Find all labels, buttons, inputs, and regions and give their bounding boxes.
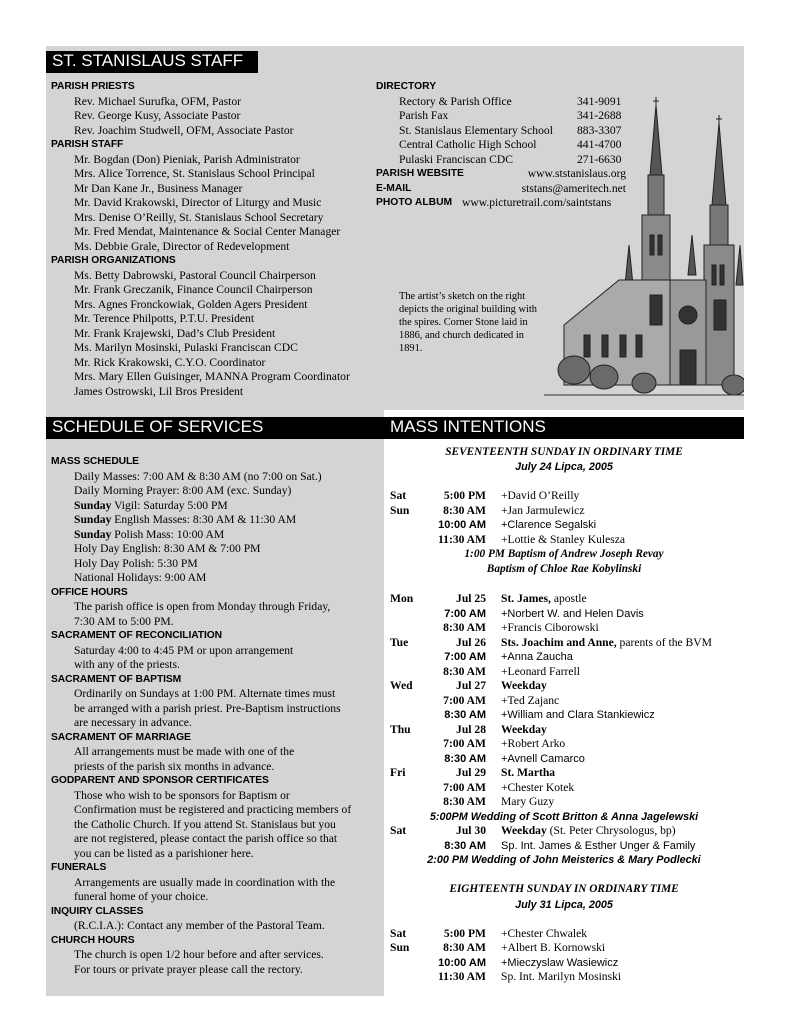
website-label: PARISH WEBSITE — [376, 168, 464, 179]
staff-line: Mr. Bogdan (Don) Pieniak, Parish Administrator — [74, 152, 300, 166]
priests-title: PARISH PRIESTS — [51, 81, 135, 92]
baptism-title: SACRAMENT OF BAPTISM — [51, 673, 182, 685]
staff-header: ST. STANISLAUS STAFF — [46, 51, 258, 73]
priest-line: Rev. Joachim Studwell, OFM, Associate Pastor — [74, 123, 294, 137]
church-hours-line: The church is open 1/2 hour before and after services. — [74, 948, 324, 961]
weekday-intention: +Chester Kotek — [501, 780, 575, 794]
godparent-line: Confirmation must be registered and practicing members of — [74, 803, 352, 816]
weekday-time: 7:00 AM — [443, 780, 486, 794]
directory-phone: 341-2688 — [577, 109, 622, 122]
week2-mass-time: 5:00 PM — [443, 926, 486, 940]
weekday-time: Jul 26 — [456, 635, 486, 649]
week1-mass-intention: +Clarence Segalski — [501, 519, 597, 531]
week1-mass-time: 5:00 PM — [443, 489, 486, 502]
mass-schedule-line: Sunday Polish Mass: 10:00 AM — [74, 527, 225, 541]
saturday-date: Jul 30 — [456, 824, 486, 837]
org-line: Mrs. Mary Ellen Guisinger, MANNA Program Coordinator — [74, 370, 350, 383]
weekday-time: 7:00 AM — [444, 607, 486, 620]
week2-mass-intention: +Albert B. Kornowski — [501, 941, 606, 954]
email-label: E-MAIL — [376, 182, 412, 194]
week2-title: EIGHTEENTH SUNDAY IN ORDINARY TIME — [449, 882, 679, 895]
weekday-day: Tue — [390, 635, 409, 649]
week1-date: July 24 Lipca, 2005 — [515, 460, 613, 473]
mass-schedule-title: MASS SCHEDULE — [51, 456, 139, 467]
weekday-intention: +Francis Ciborowski — [501, 621, 599, 634]
mass-schedule-line: Sunday English Masses: 8:30 AM & 11:30 AM — [74, 513, 297, 526]
week2-mass-intention: +Chester Chwalek — [501, 926, 588, 940]
marriage-line: priests of the parish six months in advance. — [74, 759, 275, 773]
org-line: James Ostrowski, Lil Bros President — [74, 384, 244, 398]
week2-mass-day: Sun — [390, 941, 410, 954]
org-line: Mr. Terence Philpotts, P.T.U. President — [74, 312, 255, 325]
inquiry-line: (R.C.I.A.): Contact any member of the Pastoral Team. — [74, 919, 325, 932]
directory-phone: 271-6630 — [577, 152, 622, 166]
weekday-intention: +Ted Zajanc — [501, 693, 560, 707]
mass-schedule-line: National Holidays: 9:00 AM — [74, 571, 207, 584]
weekday-time: 8:30 AM — [443, 795, 486, 808]
church-hours-title: CHURCH HOURS — [51, 934, 135, 946]
baptism-line: Ordinarily on Sundays at 1:00 PM. Alternate times must — [74, 687, 336, 700]
week2-mass-intention: +Mieczyslaw Wasiewicz — [501, 956, 619, 969]
weekday-time: 7:00 AM — [444, 651, 486, 663]
wedding-note-1: 5:00PM Wedding of Scott Britton & Anna Jagelewski — [429, 810, 699, 823]
mass-schedule-line: Daily Morning Prayer: 8:00 AM (exc. Sunday) — [74, 484, 292, 497]
staff-line: Ms. Debbie Grale, Director of Redevelopment — [74, 239, 290, 253]
org-line: Mr. Frank Greczanik, Finance Council Chairperson — [74, 283, 313, 296]
weekday-day: Wed — [390, 679, 413, 692]
staff-line: Mrs. Alice Torrence, St. Stanislaus School Principal — [74, 167, 315, 180]
staff-line: Mrs. Denise O’Reilly, St. Stanislaus School Secretary — [74, 210, 324, 224]
week1-mass-day: Sun — [390, 503, 410, 517]
weekday-time: 8:30 AM — [444, 709, 486, 721]
email-value: ststans@ameritech.net — [521, 181, 626, 195]
godparent-line: Those who wish to be sponsors for Baptism or — [74, 788, 290, 802]
directory-title: DIRECTORY — [376, 81, 437, 92]
godparent-line: the Catholic Church. If you attend St. Stanislaus but you — [74, 817, 336, 831]
staff-title: PARISH STAFF — [51, 139, 124, 150]
weekday-time: 8:30 AM — [443, 621, 486, 634]
weekday-time: 8:30 AM — [444, 752, 486, 765]
week1-mass-time: 10:00 AM — [438, 519, 486, 531]
godparent-line: are not registered, please contact the parish office so that — [74, 832, 338, 845]
week1-mass-intention: +Jan Jarmulewicz — [501, 503, 585, 517]
weekday-time: Jul 27 — [456, 679, 486, 692]
week2-mass-time: 11:30 AM — [438, 970, 486, 983]
intentions-header: MASS INTENTIONS — [384, 417, 744, 439]
week1-mass-time: 8:30 AM — [443, 503, 486, 517]
weekday-intention: Mary Guzy — [501, 795, 555, 808]
directory-phone: 441-4700 — [577, 138, 622, 151]
mass-schedule-line: Holy Day Polish: 5:30 PM — [74, 556, 198, 570]
priest-line: Rev. George Kusy, Associate Pastor — [74, 109, 241, 122]
week1-title: SEVENTEENTH SUNDAY IN ORDINARY TIME — [445, 446, 683, 458]
week1-mass-intention: +Lottie & Stanley Kulesza — [501, 532, 626, 546]
weekday-intention: +Anna Zaucha — [501, 651, 573, 663]
saturday-mass-intention: Sp. Int. James & Esther Unger & Family — [501, 839, 696, 852]
reconciliation-line: with any of the priests. — [74, 658, 180, 671]
week1-mass-day: Sat — [390, 489, 407, 502]
album-label: PHOTO ALBUM — [376, 197, 453, 208]
weekday-day: Mon — [390, 592, 414, 605]
directory-name: Central Catholic High School — [399, 138, 537, 151]
godparent-title: GODPARENT AND SPONSOR CERTIFICATES — [51, 775, 269, 786]
org-line: Ms. Betty Dabrowski, Pastoral Council Chairperson — [74, 268, 316, 282]
reconciliation-line: Saturday 4:00 to 4:45 PM or upon arrangement — [74, 643, 294, 657]
weekday-intention: St. James, apostle — [501, 592, 587, 605]
funerals-title: FUNERALS — [51, 862, 107, 873]
weekday-intention: Weekday — [501, 722, 547, 736]
mass-schedule-line: Sunday Vigil: Saturday 5:00 PM — [74, 498, 228, 512]
org-line: Ms. Marilyn Mosinski, Pulaski Franciscan CDC — [74, 341, 298, 354]
directory-phone: 883-3307 — [577, 123, 622, 137]
funerals-line: funeral home of your choice. — [74, 890, 209, 903]
weekday-intention: +Norbert W. and Helen Davis — [501, 607, 644, 620]
weekday-intention: St. Martha — [501, 766, 556, 779]
org-line: Mr. Frank Krajewski, Dad’s Club President — [74, 326, 276, 340]
staff-line: Mr Dan Kane Jr., Business Manager — [74, 181, 243, 195]
church-sketch — [544, 95, 744, 410]
marriage-title: SACRAMENT OF MARRIAGE — [51, 731, 191, 743]
saturday-heading: Weekday (St. Peter Chrysologus, bp) — [501, 824, 676, 837]
staff-line: Mr. David Krakowski, Director of Liturgy and Music — [74, 196, 322, 209]
week2-mass-intention: Sp. Int. Marilyn Mosinski — [501, 970, 622, 983]
reconciliation-title: SACRAMENT OF RECONCILIATION — [51, 630, 223, 641]
weekday-time: Jul 29 — [456, 766, 486, 779]
wedding-note-2: 2:00 PM Wedding of John Meisterics & Mary Podlecki — [427, 854, 701, 866]
weekday-day: Thu — [390, 722, 411, 736]
org-line: Mr. Rick Krakowski, C.Y.O. Coordinator — [74, 355, 266, 369]
weekday-intention: +Robert Arko — [501, 737, 566, 750]
mass-schedule-line: Holy Day English: 8:30 AM & 7:00 PM — [74, 542, 261, 555]
week2-mass-time: 10:00 AM — [438, 956, 486, 969]
baptism-line: are necessary in advance. — [74, 716, 192, 729]
marriage-line: All arrangements must be made with one of the — [74, 745, 295, 758]
office-hours-title: OFFICE HOURS — [51, 586, 128, 598]
weekday-day: Fri — [390, 766, 406, 779]
saturday-day: Sat — [390, 824, 407, 837]
office-hours-line: 7:30 AM to 5:00 PM. — [74, 614, 174, 628]
weekday-intention: +Leonard Farrell — [501, 664, 580, 678]
week2-mass-time: 8:30 AM — [443, 941, 486, 954]
office-hours-line: The parish office is open from Monday through Friday, — [74, 600, 331, 613]
directory-name: Parish Fax — [399, 109, 449, 122]
weekday-intention: +Avnell Camarco — [501, 752, 585, 765]
inquiry-title: INQUIRY CLASSES — [51, 905, 144, 917]
schedule-header: SCHEDULE OF SERVICES — [46, 417, 384, 439]
funerals-line: Arrangements are usually made in coordination with the — [74, 875, 336, 889]
week1-mass-intention: +David O’Reilly — [501, 489, 580, 502]
weekday-intention: Weekday — [501, 679, 547, 692]
baptism-note-2: Baptism of Chloe Rae Kobylinski — [486, 562, 642, 575]
website-value: www.ststanislaus.org — [527, 167, 626, 180]
directory-name: Rectory & Parish Office — [399, 94, 512, 108]
week2-date: July 31 Lipca, 2005 — [515, 899, 613, 911]
weekday-time: 7:00 AM — [443, 737, 486, 750]
saturday-mass-time: 8:30 AM — [444, 839, 486, 852]
mass-schedule-line: Daily Masses: 7:00 AM & 8:30 AM (no 7:00 on Sat.) — [74, 469, 322, 483]
staff-line: Mr. Fred Mendat, Maintenance & Social Center Manager — [74, 225, 341, 238]
church-hours-line: For tours or private prayer please call the rectory. — [74, 962, 303, 976]
weekday-intention: Sts. Joachim and Anne, parents of the BVM — [501, 635, 712, 649]
album-value: www.picturetrail.com/saintstans — [462, 196, 612, 209]
weekday-time: 7:00 AM — [443, 693, 486, 707]
directory-name: St. Stanislaus Elementary School — [399, 123, 553, 137]
week1-mass-time: 11:30 AM — [438, 532, 486, 546]
orgs-title: PARISH ORGANIZATIONS — [51, 255, 176, 266]
org-line: Mrs. Agnes Fronckowiak, Golden Agers President — [74, 297, 308, 311]
directory-name: Pulaski Franciscan CDC — [399, 152, 513, 166]
baptism-line: be arranged with a parish priest. Pre-Baptism instructions — [74, 701, 341, 715]
weekday-time: Jul 25 — [456, 592, 486, 605]
weekday-time: 8:30 AM — [443, 664, 486, 678]
weekday-intention: +William and Clara Stankiewicz — [501, 709, 655, 721]
godparent-line: you can be listed as a parishioner here. — [74, 846, 254, 860]
week2-mass-day: Sat — [390, 926, 407, 940]
priest-line: Rev. Michael Surufka, OFM, Pastor — [74, 94, 242, 108]
baptism-note-1: 1:00 PM Baptism of Andrew Joseph Revay — [464, 548, 664, 560]
sketch-caption: The artist’s sketch on the right depicts the original building with the spires. Corner Stone laid in 1886, and church dedicated in 1891. — [399, 291, 537, 354]
directory-phone: 341-9091 — [577, 94, 622, 108]
weekday-time: Jul 28 — [456, 722, 486, 736]
